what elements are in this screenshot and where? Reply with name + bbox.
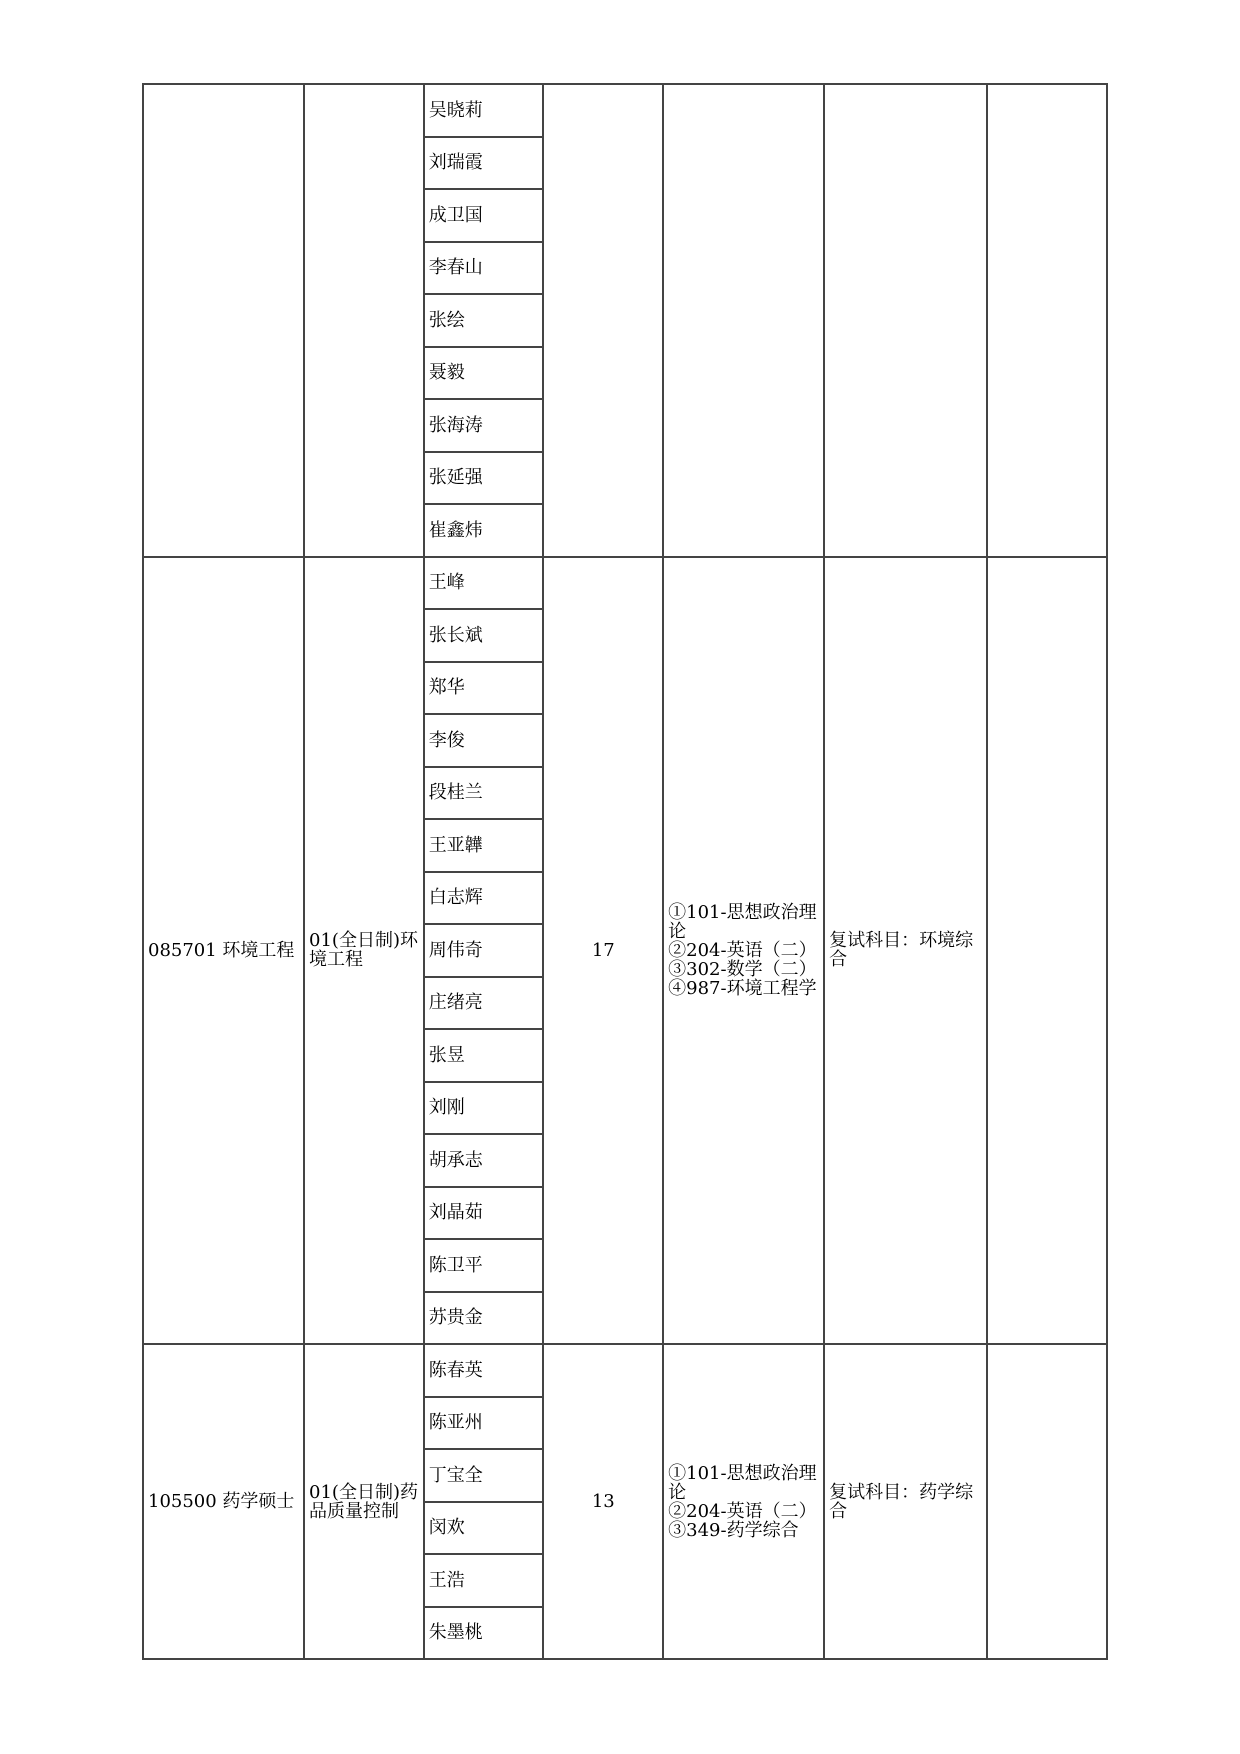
advisor-cell: 吴晓莉 — [424, 84, 544, 137]
advisor-cell: 胡承志 — [424, 1134, 544, 1187]
table-row — [143, 557, 1107, 610]
advisor-cell: 陈春英 — [424, 1344, 544, 1397]
exam-subject: ②204-英语（二） — [668, 1500, 817, 1522]
table-row — [143, 1344, 1107, 1397]
advisor-cell: 陈卫平 — [424, 1239, 544, 1292]
advisor-cell: 陈亚州 — [424, 1397, 544, 1450]
notes-cell: 复试科目：药学综合 — [824, 1344, 987, 1659]
advisor-cell: 张昱 — [424, 1029, 544, 1082]
quota-cell — [543, 84, 663, 557]
exam-subjects-cell — [663, 557, 824, 1345]
major-cell: 085701 环境工程 — [143, 557, 304, 1345]
exam-subject: ①101-思想政治理论 — [668, 901, 817, 942]
exam-subject: ④987-环境工程学 — [668, 977, 817, 999]
direction-cell: 01(全日制)药品质量控制 — [304, 1344, 424, 1659]
advisor-cell: 丁宝全 — [424, 1449, 544, 1502]
advisor-cell: 张绘 — [424, 294, 544, 347]
advisor-cell: 聂毅 — [424, 347, 544, 400]
table-row — [143, 84, 1107, 137]
remarks-cell — [987, 84, 1107, 557]
advisor-cell: 刘晶茹 — [424, 1187, 544, 1240]
advisor-cell: 王亚韡 — [424, 819, 544, 872]
advisor-cell: 张海涛 — [424, 399, 544, 452]
exam-subjects-cell — [663, 84, 824, 557]
advisor-cell: 李春山 — [424, 242, 544, 295]
advisor-cell: 王浩 — [424, 1554, 544, 1607]
advisor-cell: 刘刚 — [424, 1082, 544, 1135]
major-cell: 105500 药学硕士 — [143, 1344, 304, 1659]
advisor-cell: 白志辉 — [424, 872, 544, 925]
advisor-cell: 庄绪亮 — [424, 977, 544, 1030]
major-cell — [143, 84, 304, 557]
advisor-cell: 张长斌 — [424, 609, 544, 662]
advisor-cell: 段桂兰 — [424, 767, 544, 820]
advisor-cell: 周伟奇 — [424, 924, 544, 977]
advisor-cell: 闵欢 — [424, 1502, 544, 1555]
exam-subject: ②204-英语（二） — [668, 939, 817, 961]
quota-cell: 13 — [543, 1344, 663, 1659]
advisor-cell: 王峰 — [424, 557, 544, 610]
notes-cell — [824, 84, 987, 557]
direction-cell — [304, 84, 424, 557]
advisor-cell: 郑华 — [424, 662, 544, 715]
remarks-cell — [987, 1344, 1107, 1659]
exam-subjects-cell — [663, 1344, 824, 1659]
exam-subject: ③302-数学（二） — [668, 958, 817, 980]
advisor-cell: 张延强 — [424, 452, 544, 505]
notes-cell: 复试科目：环境综合 — [824, 557, 987, 1345]
advisor-cell: 成卫国 — [424, 189, 544, 242]
advisor-cell: 崔鑫炜 — [424, 504, 544, 557]
enrollment-table — [142, 83, 1108, 1660]
advisor-cell: 苏贵金 — [424, 1292, 544, 1345]
remarks-cell — [987, 557, 1107, 1345]
advisor-cell: 朱墨桃 — [424, 1607, 544, 1660]
quota-cell: 17 — [543, 557, 663, 1345]
direction-cell: 01(全日制)环境工程 — [304, 557, 424, 1345]
exam-subject: ③349-药学综合 — [668, 1519, 799, 1541]
advisor-cell: 刘瑞霞 — [424, 137, 544, 190]
advisor-cell: 李俊 — [424, 714, 544, 767]
exam-subject: ①101-思想政治理论 — [668, 1462, 817, 1503]
